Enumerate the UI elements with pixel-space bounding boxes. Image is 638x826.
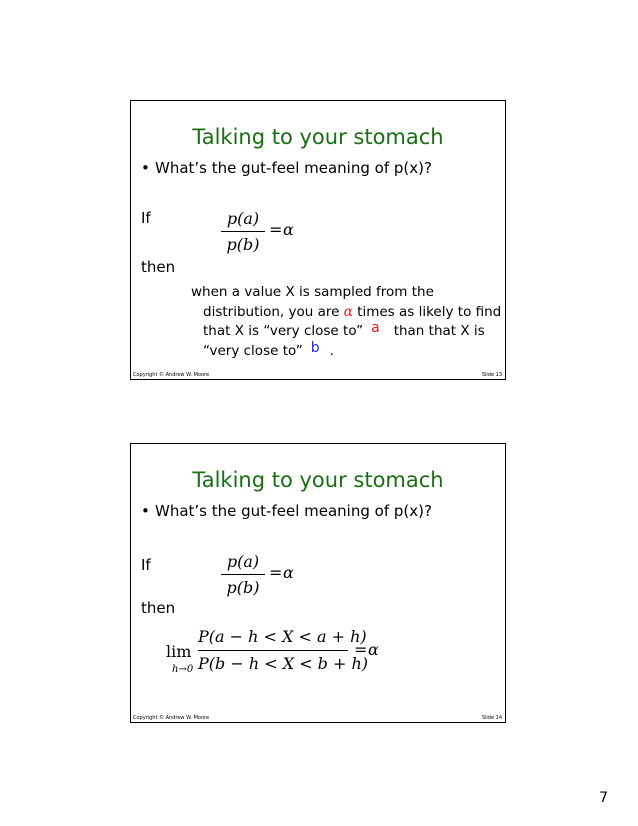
paragraph-line-1: when a value X is sampled from the (191, 284, 434, 300)
text-segment: that X is “very close to” (203, 323, 364, 339)
if-label: If (141, 556, 151, 574)
fraction-bar (221, 574, 265, 575)
limit-operator: lim (166, 642, 192, 661)
slide-title: Talking to your stomach (192, 125, 444, 149)
then-label: then (141, 599, 176, 617)
alpha-symbol: α (283, 220, 294, 239)
fraction-bar (198, 650, 348, 651)
bullet-icon: • (141, 502, 150, 520)
formula-denominator: p(b) (226, 235, 260, 254)
formula-numerator: p(a) (226, 552, 260, 571)
bullet-icon: • (141, 159, 150, 177)
paragraph-line-2 (191, 303, 501, 323)
copyright-footer: Copyright © Andrew W. Moore (133, 372, 210, 378)
slide-13 (130, 100, 506, 380)
equals-sign: = (269, 563, 283, 582)
alpha-symbol: α (283, 563, 294, 582)
formula-numerator: p(a) (226, 209, 260, 228)
ratio-formula (221, 552, 311, 602)
point-a-label: a (371, 320, 380, 336)
limit-denominator: P(b − h < X < b + h) (198, 654, 369, 673)
limit-numerator: P(a − h < X < a + h) (198, 627, 367, 646)
then-label: then (141, 258, 176, 276)
bullet-point (141, 502, 432, 520)
equals-sign: = (354, 640, 368, 659)
limit-subscript: h→0 (172, 664, 194, 675)
text-segment: distribution, you are (203, 303, 340, 320)
equals-sign: = (269, 220, 283, 239)
point-b-label: b (310, 339, 320, 356)
fraction-bar (221, 231, 265, 232)
slide-title: Talking to your stomach (192, 468, 444, 492)
paragraph-line-4 (191, 339, 501, 362)
bullet-point (141, 159, 432, 177)
text-segment: “very close to” (203, 342, 303, 359)
explanation-paragraph (191, 283, 501, 361)
paragraph-line-3 (191, 322, 501, 342)
formula-denominator: p(b) (226, 578, 260, 597)
if-label: If (141, 209, 151, 227)
alpha-symbol: α (343, 303, 353, 320)
slide-number: Slide 13 (481, 372, 502, 378)
text-segment: than that X is (393, 323, 485, 339)
copyright-footer: Copyright © Andrew W. Moore (133, 715, 210, 721)
text-segment: times as likely to find (357, 303, 502, 320)
bullet-text: What’s the gut-feel meaning of p(x)? (155, 502, 432, 520)
ratio-formula (221, 209, 311, 259)
slide-14 (130, 443, 506, 723)
alpha-symbol: α (368, 640, 379, 659)
slide-number: Slide 14 (481, 715, 502, 721)
text-segment: . (329, 342, 334, 359)
page-number: 7 (599, 790, 608, 806)
bullet-text: What’s the gut-feel meaning of p(x)? (155, 159, 432, 177)
